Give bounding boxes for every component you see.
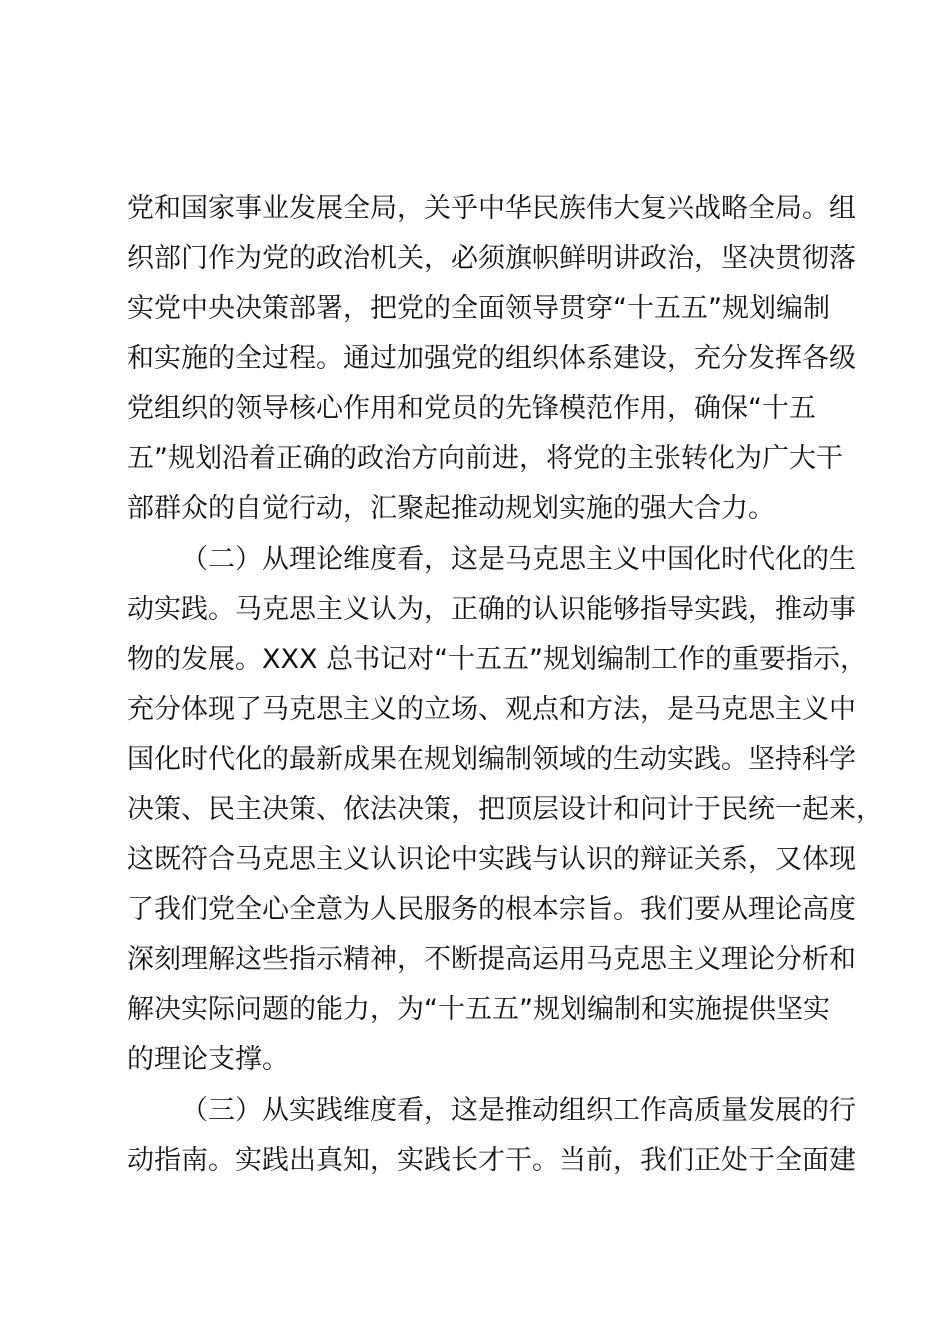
text-line: 动实践。马克思主义认为，正确的认识能够指导实践，推动事: [127, 594, 856, 625]
text-line: 充分体现了马克思主义的立场、观点和方法，是马克思主义中: [127, 694, 856, 725]
text-line: 了我们党全心全意为人民服务的根本宗旨。我们要从理论高度: [127, 894, 856, 925]
text-line: 部群众的自觉行动，汇聚起推动规划实施的强大合力。: [127, 493, 775, 524]
paragraph-heading-line: （三）从实践维度看，这是推动组织工作高质量发展的行: [181, 1095, 856, 1126]
text-line: 实党中央决策部署，把党的全面领导贯穿“十五五”规划编制: [127, 293, 830, 324]
text-line: 党组织的领导核心作用和党员的先锋模范作用，确保“十五: [127, 393, 816, 424]
text-line: 动指南。实践出真知，实践长才干。当前，我们正处于全面建: [127, 1145, 856, 1176]
text-line: 织部门作为党的政治机关，必须旗帜鲜明讲政治，坚决贯彻落: [127, 243, 856, 274]
text-line: 解决实际问题的能力，为“十五五”规划编制和实施提供坚实: [127, 994, 830, 1025]
text-line: 五”规划沿着正确的政治方向前进，将党的主张转化为广大干: [127, 443, 843, 474]
text-line: 物的发展。XXX 总书记对“十五五”规划编制工作的重要指示，: [127, 644, 868, 675]
text-line: 国化时代化的最新成果在规划编制领域的生动实践。坚持科学: [127, 744, 856, 775]
paragraph-heading-line: （二）从理论维度看，这是马克思主义中国化时代化的生: [181, 544, 856, 575]
text-line: 的理论支撑。: [127, 1044, 289, 1075]
text-line: 深刻理解这些指示精神，不断提高运用马克思主义理论分析和: [127, 944, 856, 975]
text-line: 和实施的全过程。通过加强党的组织体系建设，充分发挥各级: [127, 343, 856, 374]
text-line: 党和国家事业发展全局，关乎中华民族伟大复兴战略全局。组: [127, 193, 856, 224]
text-line: 这既符合马克思主义认识论中实践与认识的辩证关系，又体现: [127, 844, 856, 875]
text-line: 决策、民主决策、依法决策，把顶层设计和问计于民统一起来，: [127, 794, 883, 825]
